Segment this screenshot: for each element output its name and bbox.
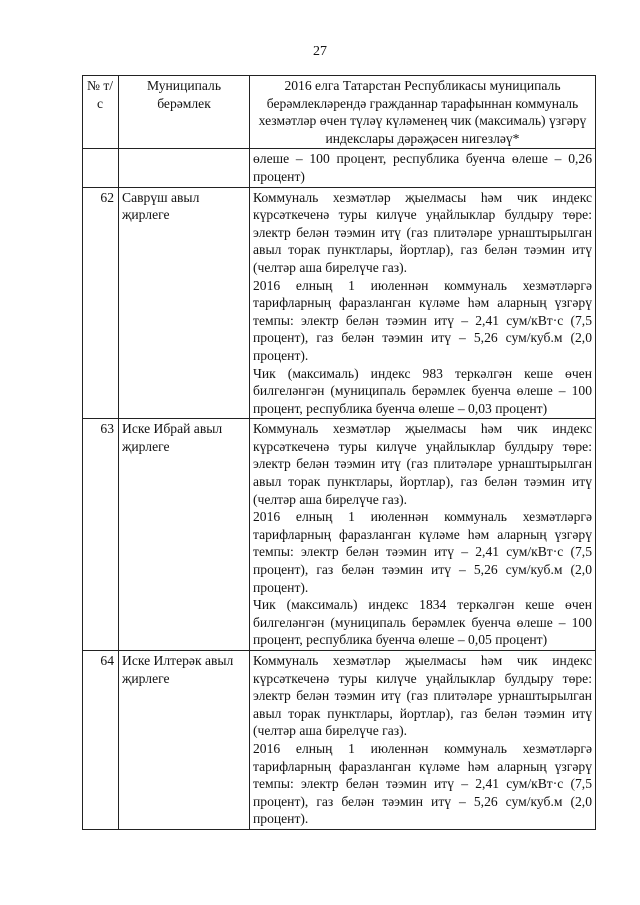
row-municipality: Иске Ибрай авыл җирлеге [119, 419, 250, 651]
row-paragraph: 2016 елның 1 июленнән коммуналь хезмәтләргә тарифларның фаразланган күләме һәм аларның үзгәрү темпы: электр белән тәэмин итү – 2,41 сум/кВт·с (7,5 процент), газ белән тәэмин итү – 5,26 сум/куб.м (2,0 процент). [253, 277, 592, 363]
row-description [250, 419, 596, 651]
row-number: 63 [83, 419, 119, 651]
row-municipality: Иске Илтерәк авыл җирлеге [119, 651, 250, 830]
table-row [83, 419, 596, 651]
row-paragraph: Чик (максималь) индекс 983 теркәлгән кеше өчен билгеләнгән (муниципаль берәмлек буенча өлеше – 100 процент, республика буенча өлеше – 0,03 процент) [253, 365, 592, 416]
row-description [250, 651, 596, 830]
header-description: 2016 елга Татарстан Республикасы муниципаль берәмлекләрендә гражданнар тарафыннан коммуналь хезмәтләр өчен түләү күләменең чик (максималь) үзгәрү индекслары дәрәҗәсен нигезләү* [250, 76, 596, 149]
header-number: № т/с [83, 76, 119, 149]
continuation-text: өлеше – 100 процент, республика буенча өлеше – 0,26 процент) [250, 149, 596, 187]
row-paragraph: 2016 елның 1 июленнән коммуналь хезмәтләргә тарифларның фаразланган күләме һәм аларның үзгәрү темпы: электр белән тәэмин итү – 2,41 сум/кВт·с (7,5 процент), газ белән тәэмин итү – 5,26 сум/куб.м (2,0 процент). [253, 509, 592, 595]
row-paragraph: 2016 елның 1 июленнән коммуналь хезмәтләргә тарифларның фаразланган күләме һәм аларның үзгәрү темпы: электр белән тәэмин итү – 2,41 сум/кВт·с (7,5 процент), газ белән тәэмин итү – 5,26 сум/куб.м (2,0 процент). [253, 740, 592, 827]
row-number: 62 [83, 187, 119, 419]
row-number: 64 [83, 651, 119, 830]
table-header-row [83, 76, 596, 149]
header-municipality: Муниципаль берәмлек [119, 76, 250, 149]
page-number: 27 [313, 44, 327, 59]
row-paragraph: Чик (максималь) индекс 1834 теркәлгән кеше өчен билгеләнгән (муниципаль берәмлек буенча өлеше – 100 процент, республика буенча өлеше – 0,05 процент) [253, 597, 592, 648]
row-description [250, 187, 596, 419]
row-paragraph: Коммуналь хезмәтләр җыелмасы һәм чик индекс күрсәткеченә туры килүче уңайлыклар булдыру төре: электр белән тәэмин итү (газ плитәләре урнаштырылган авыл торак пунктлары, йортлар), газ белән тәэмин итү (челтәр аша бирелүче газ). [253, 421, 592, 507]
row-paragraph: Коммуналь хезмәтләр җыелмасы һәм чик индекс күрсәткеченә туры килүче уңайлыклар булдыру төре: электр белән тәэмин итү (газ плитәләре урнаштырылган авыл торак пунктлары, йортлар), газ белән тәэмин итү (челтәр аша бирелүче газ). [253, 189, 592, 275]
row-paragraph: Коммуналь хезмәтләр җыелмасы һәм чик индекс күрсәткеченә туры килүче уңайлыклар булдыру төре: электр белән тәэмин итү (газ плитәләре урнаштырылган авыл торак пунктлары, йортлар), газ белән тәэмин итү (челтәр аша бирелүче газ). [253, 653, 592, 739]
table-row [83, 651, 596, 830]
row-municipality: Саврүш авыл җирлеге [119, 187, 250, 419]
table-row [83, 187, 596, 419]
municipal-index-table [82, 75, 596, 830]
table-row-continuation [83, 149, 596, 187]
